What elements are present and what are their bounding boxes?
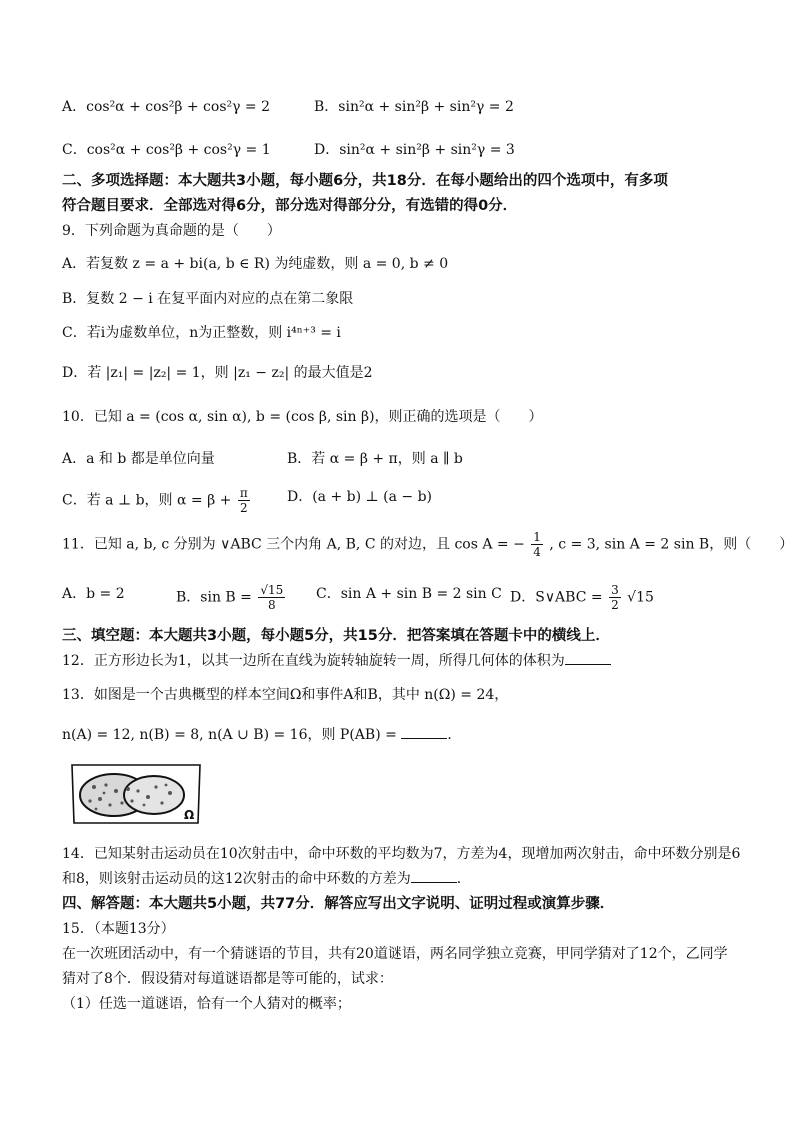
q9-option-b: B．复数 2 − i 在复平面内对应的点在第二象限 <box>62 291 354 307</box>
q15-line2: 猜对了8个．假设猜对每道谜语都是等可能的，试求： <box>62 971 393 987</box>
q13-line1: 13．如图是一个古典概型的样本空间Ω和事件A和B，其中 n(Ω) = 24， <box>62 687 509 703</box>
q10-option-c <box>62 486 252 515</box>
q10-option-c-text: C．若 a ⊥ b，则 α = β + <box>62 492 232 509</box>
q11-option-d-text: D．S∨ABC = <box>510 589 603 606</box>
q10-option-b: B．若 α = β + π，则 a ∥ b <box>287 451 463 467</box>
q9-option-d: D．若 |z₁| = |z₂| = 1，则 |z₁ − z₂| 的最大值是2 <box>62 365 373 381</box>
q13-answer-blank <box>401 724 447 739</box>
section2-heading-line1: 二、多项选择题：本大题共3小题，每小题6分，共18分．在每小题给出的四个选项中，有多项 <box>62 173 668 189</box>
venn-diagram <box>70 763 202 825</box>
q11-option-d-fraction <box>609 583 621 612</box>
q15-line1: 在一次班团活动中，有一个猜谜语的节目，共有20道谜语，两名同学独立竞赛，甲同学猜对了12个，乙同学 <box>62 946 728 962</box>
q11-stem-text: 11．已知 a, b, c 分别为 ∨ABC 三个内角 A, B, C 的对边，且 cos A = − <box>62 536 525 553</box>
q10-option-c-denominator: 2 <box>239 501 248 515</box>
q9-option-a: A．若复数 z = a + bi(a, b ∈ R) 为纯虚数，则 a = 0, b ≠ 0 <box>62 256 449 272</box>
q15-line3: （1）任选一道谜语，恰有一个人猜对的概率； <box>62 996 351 1012</box>
q12-text: 12．正方形边长为1，以其一边所在直线为旋转轴旋转一周，所得几何体的体积为 <box>62 653 565 669</box>
q11-option-b-text: B．sin B = <box>176 589 252 606</box>
q10-option-c-fraction <box>238 486 250 515</box>
q11-option-d-numerator: 3 <box>611 583 619 597</box>
q12-answer-blank <box>565 650 611 665</box>
section3-heading: 三、填空题：本大题共3小题，每小题5分，共15分．把答案填在答题卡中的横线上． <box>62 628 610 644</box>
q11-option-b-fraction <box>258 583 285 612</box>
q15-heading: 15．（本题13分） <box>62 921 175 937</box>
q11-option-a: A．b = 2 <box>62 586 125 602</box>
q8-option-a: A．cos²α + cos²β + cos²γ = 2 <box>62 99 271 115</box>
q11-stem-numerator: 1 <box>533 530 541 544</box>
section2-heading-line2: 符合题目要求．全部选对得6分，部分选对得部分分，有选错的得0分． <box>62 198 518 214</box>
q11-stem-fraction <box>531 530 543 559</box>
q9-stem: 9．下列命题为真命题的是（ ） <box>62 223 281 239</box>
q13-line2-text: n(A) = 12, n(B) = 8, n(A ∪ B) = 16，则 P(AB) = <box>62 727 397 743</box>
q14-answer-blank <box>411 868 457 883</box>
q11-stem-denominator: 4 <box>533 545 541 559</box>
q14-line2 <box>62 868 471 890</box>
q10-stem: 10．已知 a = (cos α, sin α), b = (cos β, sin β)，则正确的选项是（ ） <box>62 409 543 425</box>
omega-label: Ω <box>184 808 195 822</box>
q10-option-c-numerator: π <box>239 486 248 500</box>
q14-line1: 14．已知某射击运动员在10次射击中，命中环数的平均数为7，方差为4，现增加两次射击，命中环数分别是6 <box>62 846 741 862</box>
q11-stem <box>62 530 793 559</box>
q8-option-d: D．sin²α + sin²β + sin²γ = 3 <box>314 142 515 158</box>
q13-line2 <box>62 724 461 746</box>
q10-option-d: D．(a + b) ⊥ (a − b) <box>287 489 433 505</box>
q10-option-a: A．a 和 b 都是单位向量 <box>62 451 215 467</box>
section4-heading: 四、解答题：本大题共5小题，共77分．解答应写出文字说明、证明过程或演算步骤． <box>62 896 615 912</box>
q11-option-d-text-end: √15 <box>627 589 654 606</box>
q8-option-b: B．sin²α + sin²β + sin²γ = 2 <box>314 99 514 115</box>
q14-line2-end: ． <box>456 871 471 887</box>
q11-option-d <box>510 583 654 612</box>
q11-option-b <box>176 583 287 612</box>
q13-line2-end: ． <box>447 727 462 743</box>
venn-diagram-figure <box>70 763 202 825</box>
q11-option-b-numerator: √15 <box>260 583 284 597</box>
q14-line2-text: 和8，则该射击运动员的这12次射击的命中环数的方差为 <box>62 871 411 887</box>
q12 <box>62 650 611 672</box>
q9-option-c: C．若i为虚数单位，n为正整数，则 i⁴ⁿ⁺³ = i <box>62 325 341 341</box>
event-b-circle <box>124 776 184 814</box>
q11-option-d-denominator: 2 <box>611 598 619 612</box>
q11-option-c: C．sin A + sin B = 2 sin C <box>316 586 502 602</box>
q11-stem-text-end: , c = 3, sin A = 2 sin B，则（ ） <box>549 536 794 553</box>
q11-option-b-denominator: 8 <box>267 598 276 612</box>
q8-option-c: C．cos²α + cos²β + cos²γ = 1 <box>62 142 271 158</box>
